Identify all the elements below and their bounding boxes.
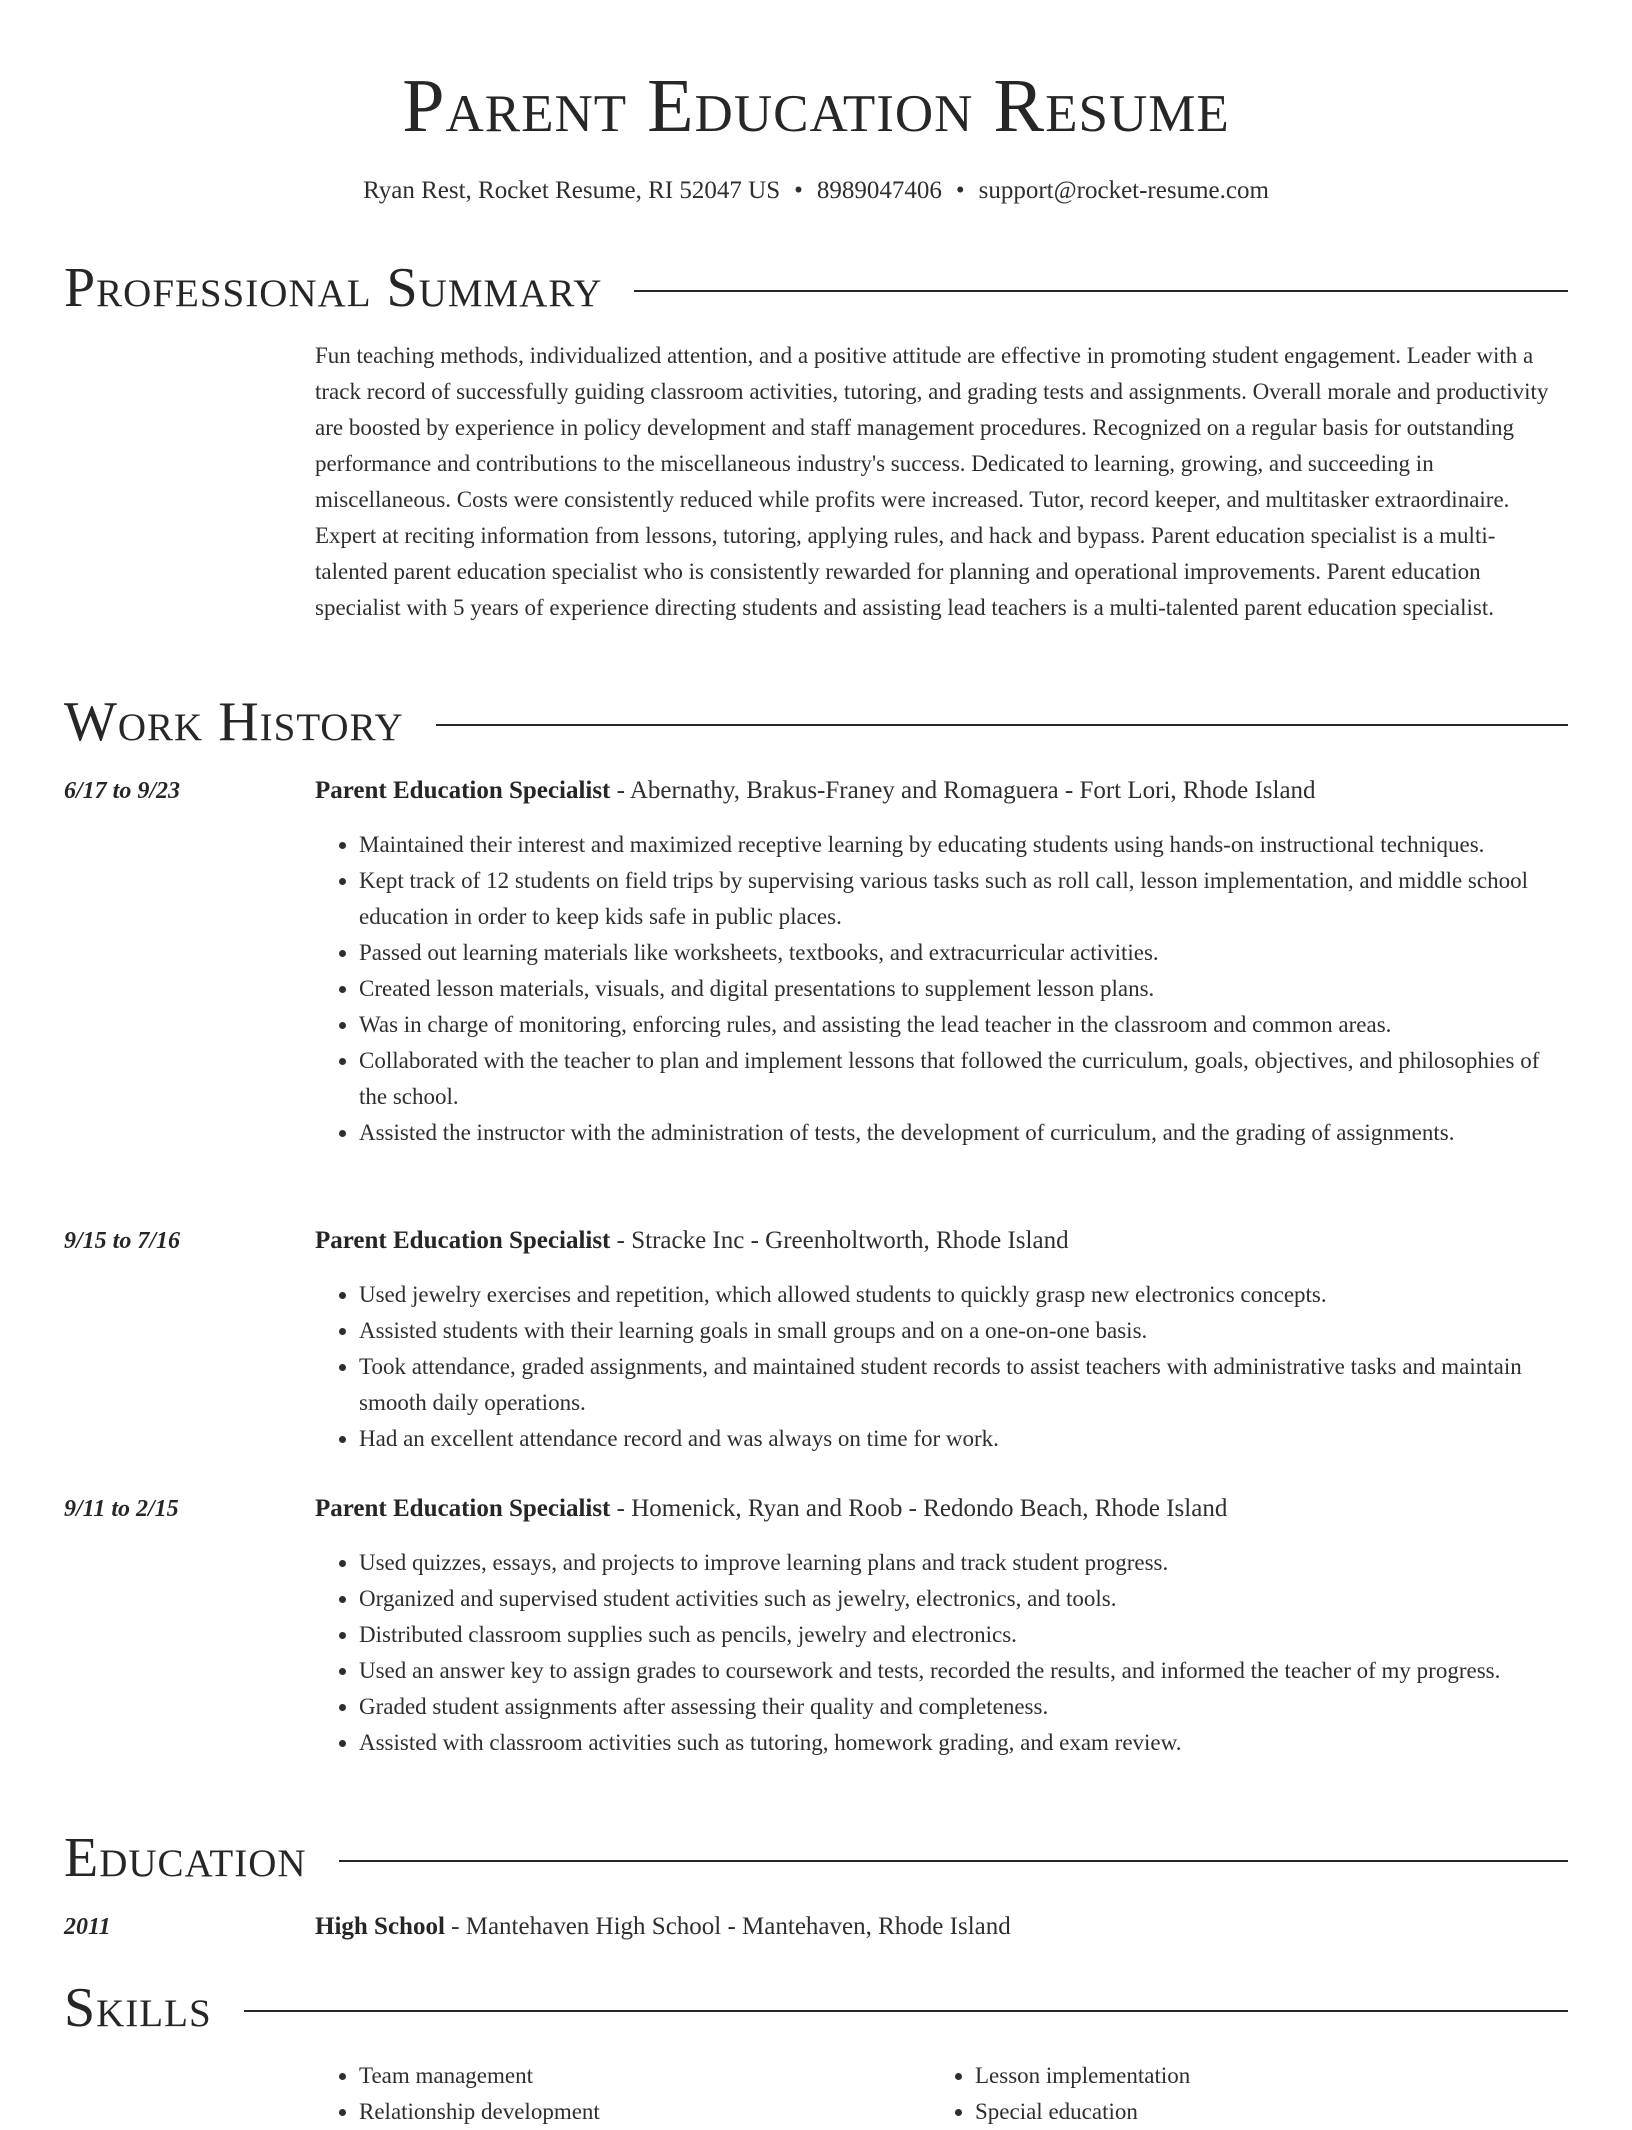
job-header xyxy=(315,774,1568,808)
list-item: • Had an excellent attendance record and was always on time for work. xyxy=(359,1421,1568,1457)
list-item: • Graded student assignments after assessing their quality and completeness. xyxy=(359,1689,1568,1725)
education-heading: Education xyxy=(64,1827,307,1889)
job-dates: 9/11 to 2/15 xyxy=(64,1496,179,1522)
contact-line xyxy=(64,174,1568,208)
section-divider xyxy=(634,290,1568,292)
education-entry xyxy=(315,1910,1568,1944)
skill-item: • Relationship development xyxy=(359,2094,915,2130)
contact-address: Ryan Rest, Rocket Resume, RI 52047 US xyxy=(363,177,781,204)
list-item: • Used quizzes, essays, and projects to improve learning plans and track student progress. xyxy=(359,1545,1568,1581)
work-section-heading xyxy=(64,690,1568,754)
skills-heading: Skills xyxy=(64,1977,212,2039)
summary-section-heading xyxy=(64,256,1568,320)
list-item: • Distributed classroom supplies such as pencils, jewelry and electronics. xyxy=(359,1617,1568,1653)
skill-item: • Team management xyxy=(359,2058,915,2094)
list-item: • Kept track of 12 students on field trips by supervising various tasks such as roll call, lesson implementation, and middle school education in order to keep kids safe in public places. xyxy=(359,863,1568,935)
job-dates: 6/17 to 9/23 xyxy=(64,778,181,804)
skill-item: • Special education xyxy=(975,2094,1531,2130)
skills-section-heading xyxy=(64,1976,1568,2040)
job-details: - Homenick, Ryan and Roob - Redondo Beach, Rhode Island xyxy=(610,1495,1228,1522)
list-item: • Maintained their interest and maximized receptive learning by educating students using hands-on instructional techniques. xyxy=(359,827,1568,863)
contact-phone: 8989047406 xyxy=(816,177,942,204)
job-bullets xyxy=(315,827,1568,1151)
education-details: - Mantehaven High School - Mantehaven, Rhode Island xyxy=(444,1913,1011,1940)
job-header xyxy=(315,1492,1568,1526)
contact-email: support@rocket-resume.com xyxy=(978,177,1269,204)
summary-text: Fun teaching methods, individualized attention, and a positive attitude are effective in promoting student engagement. Leader with a track record of successfully guiding classroom activities, tutoring, and grading tests and assignments. Overall morale and productivity are boosted by experience in policy development and staff management procedures. Recognized on a regular basis for outstanding performance and contributions to the miscellaneous industry's success. Dedicated to learning, growing, and succeeding in miscellaneous. Costs were consistently reduced while profits were increased. Tutor, record keeper, and multitasker extraordinaire. Expert at reciting information from lessons, tutoring, applying rules, and hack and bypass. Parent education specialist is a multi-talented parent education specialist who is consistently rewarded for planning and operational improvements. Parent education specialist with 5 years of experience directing students and assisting lead teachers is a multi-talented parent education specialist. xyxy=(315,343,1549,620)
section-divider xyxy=(244,2010,1568,2012)
list-item: • Assisted the instructor with the administration of tests, the development of curriculum, and the grading of assignments. xyxy=(359,1115,1568,1151)
page-title: Parent Education Resume xyxy=(402,64,1230,148)
skills-list-right xyxy=(931,2058,1531,2130)
list-item: • Passed out learning materials like worksheets, textbooks, and extracurricular activities. xyxy=(359,935,1568,971)
list-item: • Took attendance, graded assignments, and maintained student records to assist teachers with administrative tasks and maintain smooth daily operations. xyxy=(359,1349,1568,1421)
list-item: • Assisted with classroom activities such as tutoring, homework grading, and exam review. xyxy=(359,1725,1568,1761)
education-year: 2011 xyxy=(64,1914,111,1940)
list-item: • Used jewelry exercises and repetition, which allowed students to quickly grasp new electronics concepts. xyxy=(359,1277,1568,1313)
work-heading: Work History xyxy=(64,691,404,753)
job-details: - Stracke Inc - Greenholtworth, Rhode Island xyxy=(610,1227,1069,1254)
job-dates: 9/15 to 7/16 xyxy=(64,1228,181,1254)
list-item: • Organized and supervised student activities such as jewelry, electronics, and tools. xyxy=(359,1581,1568,1617)
list-item: • Used an answer key to assign grades to coursework and tests, recorded the results, and informed the teacher of my progress. xyxy=(359,1653,1568,1689)
section-divider xyxy=(436,724,1568,726)
job-title: Parent Education Specialist xyxy=(315,1227,611,1254)
job-title: Parent Education Specialist xyxy=(315,777,611,804)
list-item: • Created lesson materials, visuals, and digital presentations to supplement lesson plans. xyxy=(359,971,1568,1007)
education-section-heading xyxy=(64,1826,1568,1890)
list-item: • Assisted students with their learning goals in small groups and on a one-on-one basis. xyxy=(359,1313,1568,1349)
job-title: Parent Education Specialist xyxy=(315,1495,611,1522)
skills-list-left xyxy=(315,2058,915,2130)
job-bullets xyxy=(315,1545,1568,1761)
list-item: • Was in charge of monitoring, enforcing rules, and assisting the lead teacher in the classroom and common areas. xyxy=(359,1007,1568,1043)
summary-heading: Professional Summary xyxy=(64,257,603,319)
bullet-separator: • xyxy=(794,177,803,204)
skill-item: • Lesson implementation xyxy=(975,2058,1531,2094)
job-header xyxy=(315,1224,1568,1258)
education-degree: High School xyxy=(315,1913,445,1940)
bullet-separator: • xyxy=(955,177,965,204)
section-divider xyxy=(339,1860,1568,1862)
job-bullets xyxy=(315,1277,1568,1457)
list-item: • Collaborated with the teacher to plan and implement lessons that followed the curriculum, goals, objectives, and philosophies of the school. xyxy=(359,1043,1568,1115)
job-details: - Abernathy, Brakus-Franey and Romaguera - Fort Lori, Rhode Island xyxy=(610,777,1316,804)
